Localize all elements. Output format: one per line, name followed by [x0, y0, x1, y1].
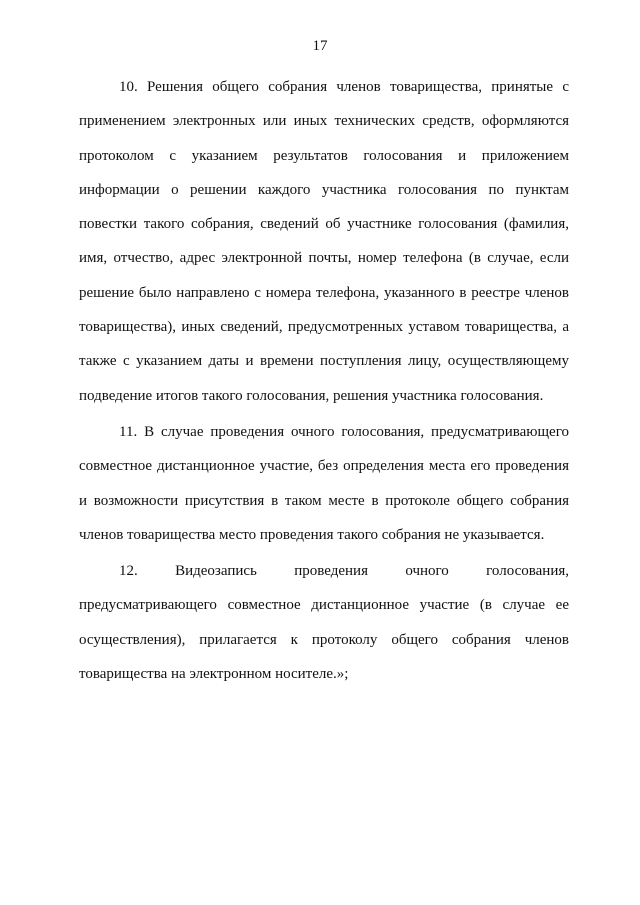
document-body [79, 70, 569, 691]
page-number: 17 [312, 38, 328, 54]
paragraph-12: 12. Видеозапись проведения очного голосования, предусматривающего совместное дистанционное участие (в случае ее осуществления), прилагается к протоколу общего собрания членов товарищества на электронном носителе.»; [79, 563, 569, 683]
paragraph-10: 10. Решения общего собрания членов товарищества, принятые с применением электронных или иных технических средств, оформляются протоколом с указанием результатов голосования и приложением информации о решении каждого участника голосования по пунктам повестки такого собрания, сведений об участнике голосования (фамилия, имя, отчество, адрес электронной почты, номер телефона (в случае, если решение было направлено с номера телефона, указанного в реестре членов товарищества), иных сведений, предусмотренных уставом товарищества, а также с указанием даты и времени поступления лицу, осуществляющему подведение итогов такого голосования, решения участника голосования. [79, 79, 569, 404]
paragraph-11: 11. В случае проведения очного голосования, предусматривающего совместное дистанционное участие, без определения места его проведения и возможности присутствия в таком месте в протоколе общего собрания членов товарищества место проведения такого собрания не указывается. [79, 423, 569, 543]
